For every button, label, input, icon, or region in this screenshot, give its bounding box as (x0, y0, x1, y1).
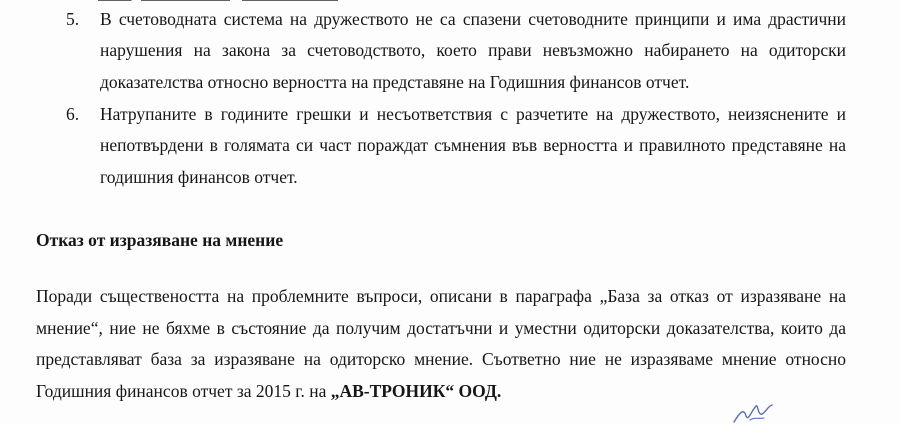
list-item-number: 5. (66, 9, 80, 29)
list-item-text: Натрупаните в годините грешки и несъответствия с разчетите на дружеството, неизяснените и непотвърдени в голямата си част пораждат съмнения във верността и правилното представяне на годишния финансов отчет. (100, 104, 846, 187)
opinion-paragraph (36, 281, 846, 407)
paragraph-text: Поради съществеността на проблемните въпроси, описани в параграфа „База за отказ от изразяване на мнение“, ние не бяхме в състояние да получим достатъчни и уместни одиторски доказателства, които да представляват база за изразяване на одиторско мнение. Съответно ние не изразяваме мнение относно Годишния финансов отчет за 2015 г. на (36, 286, 846, 401)
signature-mark (728, 402, 788, 425)
list-item-text: В счетоводната система на дружеството не са спазени счетоводните принципи и има драстични нарушения на закона за счетоводството, което прави невъзможно набирането на одиторски доказателства относно верността на представяне на Годишния финансов отчет. (100, 9, 846, 92)
section-heading: Отказ от изразяване на мнение (36, 230, 284, 250)
list-item-number: 6. (66, 104, 80, 124)
cut-off-text-line (98, 0, 398, 3)
company-name: „АВ-ТРОНИК“ ООД. (330, 380, 502, 401)
